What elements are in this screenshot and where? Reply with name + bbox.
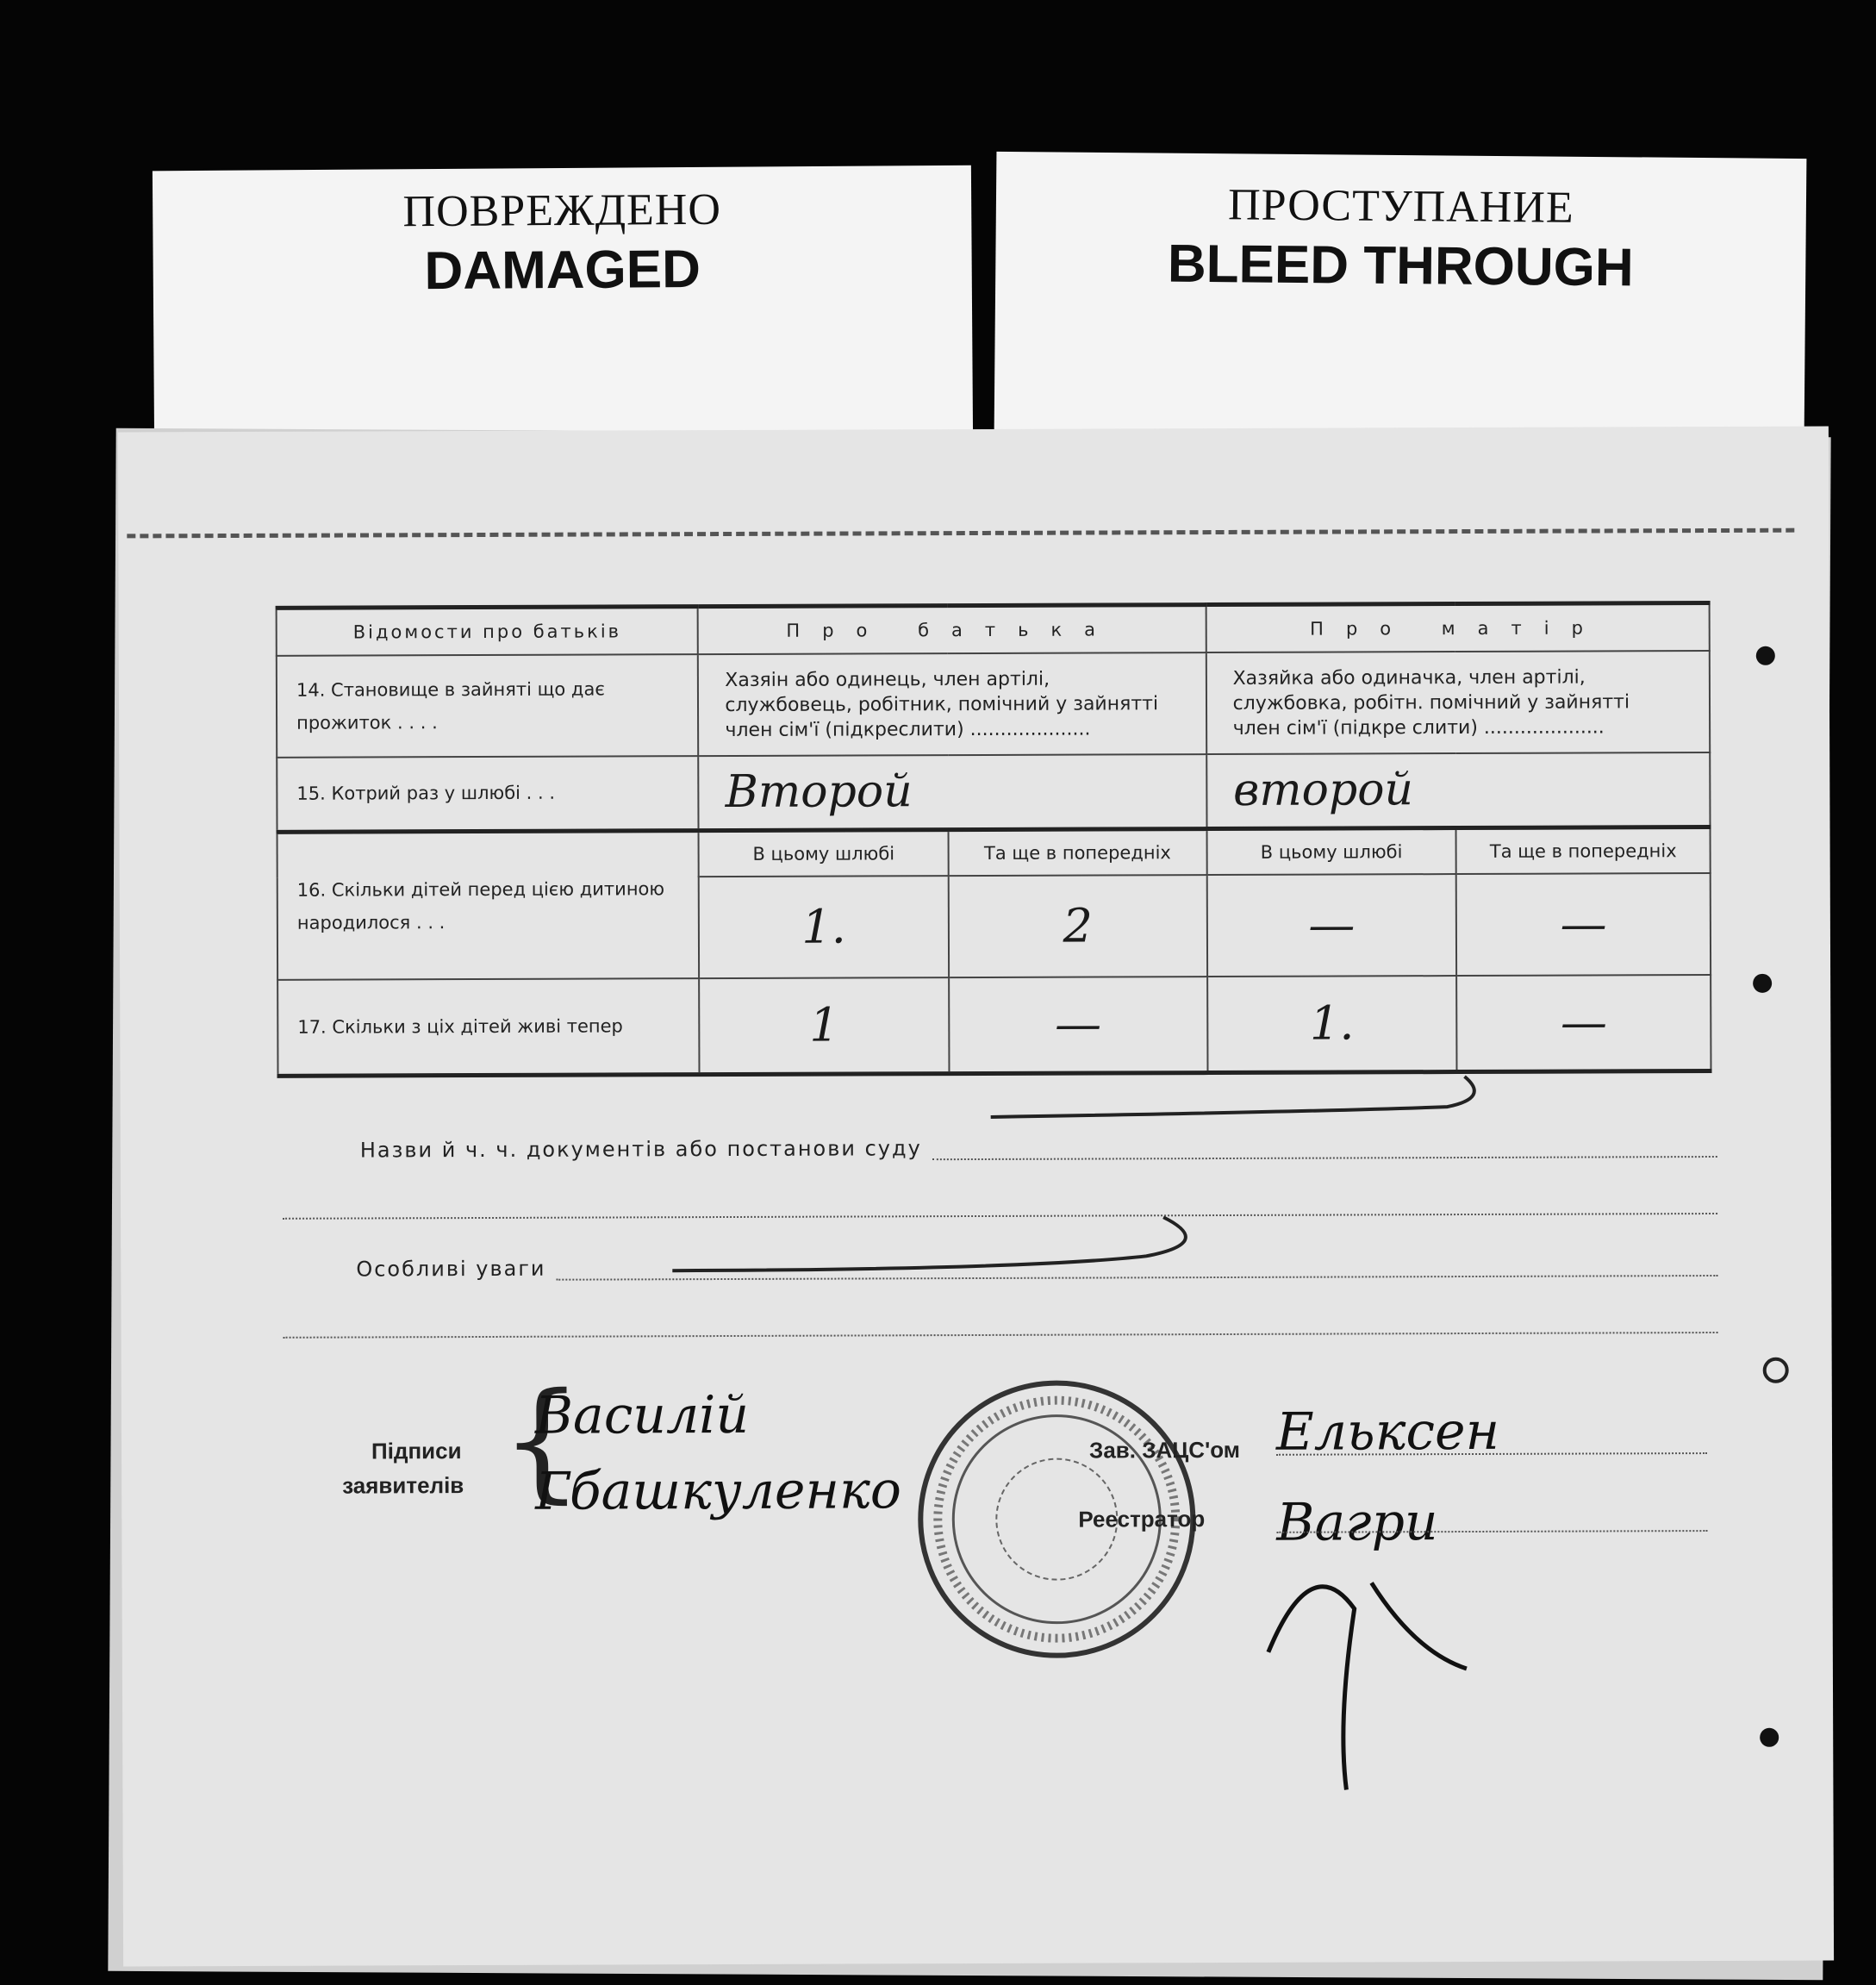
damaged-card [153, 165, 973, 447]
parents-info-table [276, 601, 1712, 1078]
head-registry-label: Зав. ЗАЦС'ом [1088, 1436, 1241, 1464]
registration-sheet [118, 427, 1834, 1967]
punch-hole-icon [1760, 1728, 1779, 1747]
row14-label: 14. Становище в зайняті що дає прожиток . . . . [277, 654, 699, 758]
row17-value: 1 [699, 977, 949, 1075]
brace-glyph: { [500, 1365, 583, 1516]
subhead-mother-this: В цьому шлюбі [1206, 827, 1456, 875]
punch-hole-icon [1763, 1358, 1789, 1383]
row-15 [277, 752, 1710, 832]
documents-line [283, 1133, 1717, 1163]
row14-mother-options: Хазяйка або одиначка, член артілі, службовка, робітн. помічний у зайнятті член сім'ї (підкре слити) .................... [1206, 651, 1710, 754]
row-17 [277, 975, 1711, 1077]
punch-hole-icon [1756, 646, 1775, 665]
subhead-mother-previous: Та ще в попередніх [1456, 827, 1711, 874]
remarks-label: Особливі уваги [356, 1256, 546, 1282]
head-signature: Ельксен [1275, 1401, 1500, 1463]
remarks-second-line [284, 1332, 1718, 1339]
documents-dots [932, 1140, 1717, 1160]
damaged-card-ru: ПОВРЕЖДЕНО [402, 184, 722, 237]
remarks-dots [556, 1259, 1717, 1281]
perforation-line [127, 528, 1794, 539]
row16-label: 16. Скільки дітей перед цією дитиною народилося . . . [277, 830, 700, 979]
documents-label: Назви й ч. ч. документів або постанови суду [359, 1136, 922, 1163]
remarks-line [283, 1252, 1717, 1282]
applicants-label-2: заявителів [342, 1472, 464, 1499]
table-header-row [277, 603, 1710, 656]
bleed-card-ru: ПРОСТУПАНИЕ [1227, 180, 1574, 233]
bleed-through-card [994, 152, 1807, 443]
registrar-label: Реестратор [1078, 1506, 1206, 1532]
applicant-signature-1: Василій [534, 1384, 750, 1446]
row17-label: 17. Скільки з ціх дітей живі тепер [277, 978, 700, 1077]
header-parents-info: Відомости про батьків [277, 607, 699, 656]
subhead-father-previous: Та ще в попередніх [948, 828, 1206, 876]
row14-father-options: Хазяін або одинець, член артілі, службовець, робітник, помічний у зайнятті член сім'ї (підкреслити) .................... [698, 652, 1206, 756]
applicants-label-1: Підписи [371, 1438, 462, 1464]
row16-value: 1. [699, 876, 949, 978]
damaged-card-en: DAMAGED [424, 239, 701, 302]
punch-hole-icon [1753, 974, 1772, 993]
header-about-mother: Про матір [1206, 603, 1710, 653]
row17-value: 1. [1207, 976, 1457, 1073]
header-about-father: Про батька [698, 605, 1206, 655]
bracket-stroke-1 [982, 1072, 1499, 1134]
row16-value: — [1206, 874, 1456, 977]
row15-father-handwriting: Второй [699, 754, 1207, 830]
registrar-signature: Вагри [1276, 1492, 1438, 1553]
row-14 [277, 651, 1710, 758]
row15-label: 15. Котрий раз у шлюбі . . . [277, 756, 699, 832]
subhead-father-this: В цьому шлюбі [699, 829, 949, 877]
row17-value: — [1456, 975, 1711, 1072]
subheader-row [277, 827, 1711, 877]
row16-value: 2 [949, 875, 1207, 977]
row15-mother-handwriting: второй [1206, 752, 1711, 828]
registrar-flourish [1242, 1531, 1501, 1807]
row16-value: — [1456, 873, 1711, 976]
bleed-card-en: BLEED THROUGH [1167, 234, 1634, 298]
applicant-signature-2: Гбашкуленко [535, 1460, 902, 1522]
row17-value: — [949, 977, 1207, 1074]
